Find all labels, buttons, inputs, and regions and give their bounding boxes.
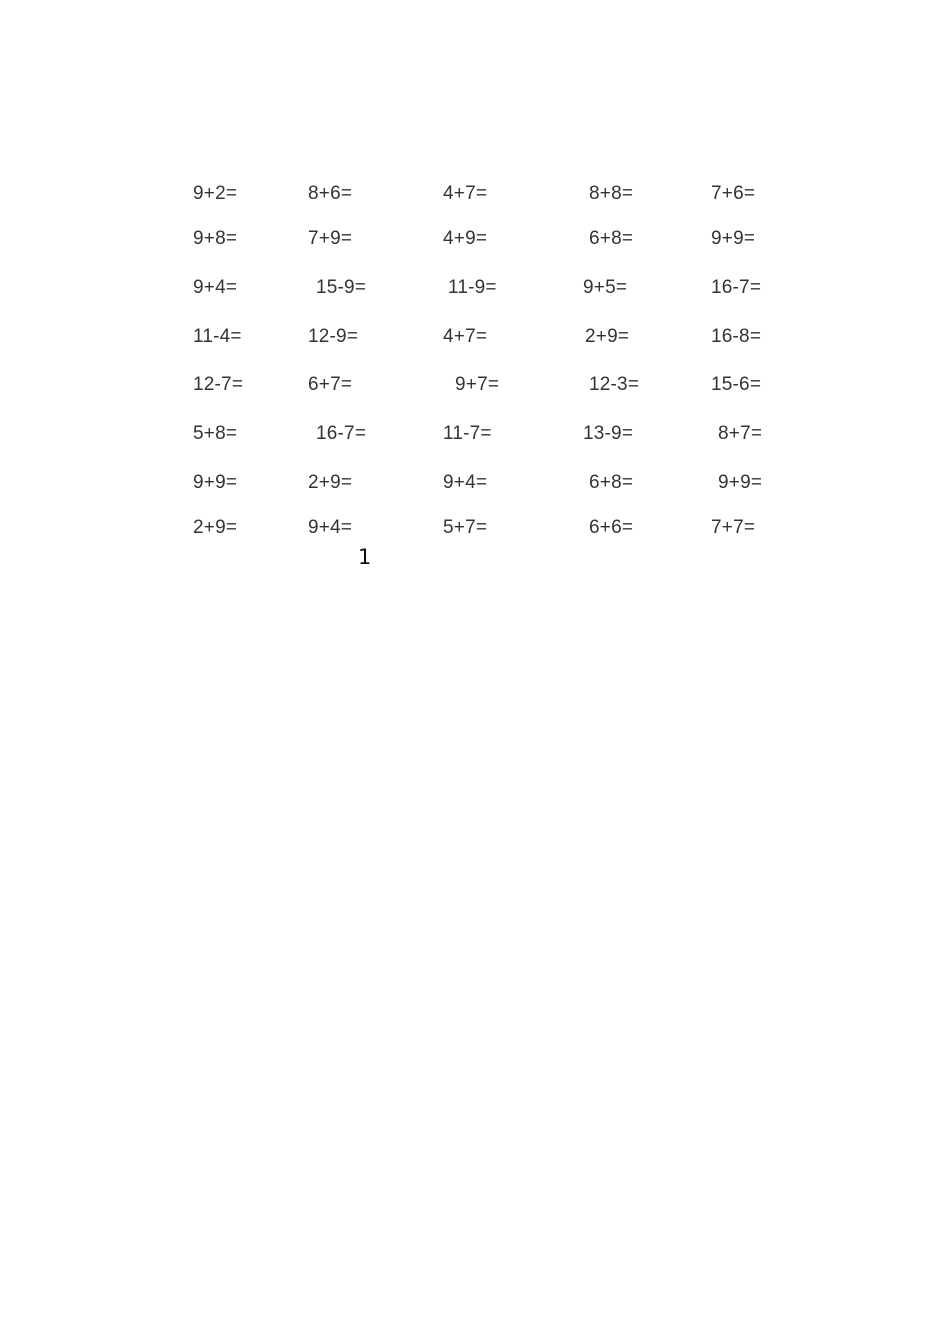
problem-r6-c1: 5+8= bbox=[193, 423, 238, 444]
problem-r5-c2: 6+7= bbox=[308, 374, 353, 395]
problem-r3-c2: 15-9= bbox=[316, 277, 367, 298]
problem-r8-c3: 5+7= bbox=[443, 517, 488, 538]
problem-r1-c4: 8+8= bbox=[589, 183, 634, 204]
problem-r1-c5: 7+6= bbox=[711, 183, 756, 204]
problem-r5-c1: 12-7= bbox=[193, 374, 244, 395]
problem-r3-c4: 9+5= bbox=[583, 277, 628, 298]
problem-r6-c4: 13-9= bbox=[583, 423, 634, 444]
problem-r4-c3: 4+7= bbox=[443, 326, 488, 347]
problem-r6-c3: 11-7= bbox=[443, 423, 492, 444]
problem-r2-c4: 6+8= bbox=[589, 228, 634, 249]
problem-r2-c1: 9+8= bbox=[193, 228, 238, 249]
problem-r3-c3: 11-9= bbox=[448, 277, 497, 298]
problem-r5-c5: 15-6= bbox=[711, 374, 762, 395]
problem-r2-c3: 4+9= bbox=[443, 228, 488, 249]
problem-r5-c3: 9+7= bbox=[455, 374, 500, 395]
problem-r2-c5: 9+9= bbox=[711, 228, 756, 249]
problem-r5-c4: 12-3= bbox=[589, 374, 640, 395]
problem-r7-c1: 9+9= bbox=[193, 472, 238, 493]
problem-r4-c1: 11-4= bbox=[193, 326, 242, 347]
problem-r8-c1: 2+9= bbox=[193, 517, 238, 538]
problem-r4-c2: 12-9= bbox=[308, 326, 359, 347]
problem-r7-c3: 9+4= bbox=[443, 472, 488, 493]
problem-r3-c5: 16-7= bbox=[711, 277, 762, 298]
problem-r6-c5: 8+7= bbox=[718, 423, 763, 444]
problem-r4-c5: 16-8= bbox=[711, 326, 762, 347]
problem-r7-c5: 9+9= bbox=[718, 472, 763, 493]
page-number: 1 bbox=[358, 545, 372, 569]
problem-r6-c2: 16-7= bbox=[316, 423, 367, 444]
problem-r2-c2: 7+9= bbox=[308, 228, 353, 249]
problem-r8-c5: 7+7= bbox=[711, 517, 756, 538]
problem-r1-c1: 9+2= bbox=[193, 183, 238, 204]
problem-r1-c2: 8+6= bbox=[308, 183, 353, 204]
problem-r4-c4: 2+9= bbox=[585, 326, 630, 347]
problem-r1-c3: 4+7= bbox=[443, 183, 488, 204]
problem-r8-c4: 6+6= bbox=[589, 517, 634, 538]
problem-r7-c4: 6+8= bbox=[589, 472, 634, 493]
problem-r8-c2: 9+4= bbox=[308, 517, 353, 538]
problem-r3-c1: 9+4= bbox=[193, 277, 238, 298]
problem-r7-c2: 2+9= bbox=[308, 472, 353, 493]
